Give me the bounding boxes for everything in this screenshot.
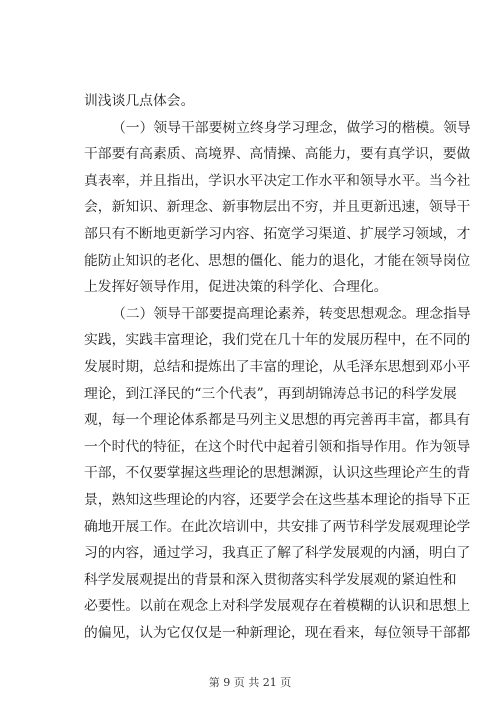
text-line: 必要性。以前在观念上对科学发展观存在着模糊的认识和思想上 bbox=[84, 598, 471, 615]
text-line: 上发挥好领导作用，促进决策的科学化、合理化。 bbox=[84, 279, 388, 296]
paragraph-2-first-line: （二）领导干部要提高理论素养，转变思想观念。理念指导 bbox=[112, 305, 471, 322]
text-line: 一个时代的特征，在这个时代中起着引领和指导作用。作为领导 bbox=[84, 438, 471, 455]
text-line: 景，熟知这些理论的内容，还要学会在这些基本理论的指导下正 bbox=[84, 491, 471, 508]
document-body bbox=[84, 88, 471, 646]
text-line: 训浅谈几点体会。 bbox=[84, 93, 195, 109]
text-line: 会，新知识、新理念、新事物层出不穷，并且更新迅速，领导干 bbox=[84, 199, 471, 216]
text-line: 理论，到江泽民的“三个代表”，再到胡锦涛总书记的科学发展 bbox=[84, 385, 457, 402]
text-line: 观，每一个理论体系都是马列主义思想的再完善再丰富，都具有 bbox=[84, 412, 471, 429]
page-number-footer: 第 9 页 共 21 页 bbox=[208, 676, 292, 689]
text-line: 部只有不断地更新学习内容、拓宽学习渠道、扩展学习领域，才 bbox=[84, 225, 471, 242]
text-line: 发展时期，总结和提炼出了丰富的理论，从毛泽东思想到邓小平 bbox=[84, 358, 471, 375]
text-line: 确地开展工作。在此次培训中，共安排了两节科学发展观理论学 bbox=[84, 518, 471, 535]
text-line: 实践，实践丰富理论，我们党在几十年的发展历程中，在不同的 bbox=[84, 332, 471, 349]
text-line: 干部，不仅要掌握这些理论的思想渊源，认识这些理论产生的背 bbox=[84, 465, 471, 482]
text-line: 习的内容，通过学习，我真正了解了科学发展观的内涵，明白了 bbox=[84, 545, 471, 562]
text-line: 能防止知识的老化、思想的僵化、能力的退化，才能在领导岗位 bbox=[84, 252, 471, 269]
text-line: 的偏见，认为它仅仅是一种新理论，现在看来，每位领导干部都 bbox=[84, 624, 471, 641]
text-line: 真表率，并且指出，学识水平决定工作水平和领导水平。当今社 bbox=[84, 172, 471, 189]
paragraph-1-first-line: （一）领导干部要树立终身学习理念，做学习的楷模。领导 bbox=[112, 119, 471, 136]
text-line: 科学发展观提出的背景和深入贯彻落实科学发展观的紧迫性和 bbox=[84, 571, 457, 588]
text-line: 干部要有高素质、高境界、高情操、高能力，要有真学识，要做 bbox=[84, 146, 471, 163]
